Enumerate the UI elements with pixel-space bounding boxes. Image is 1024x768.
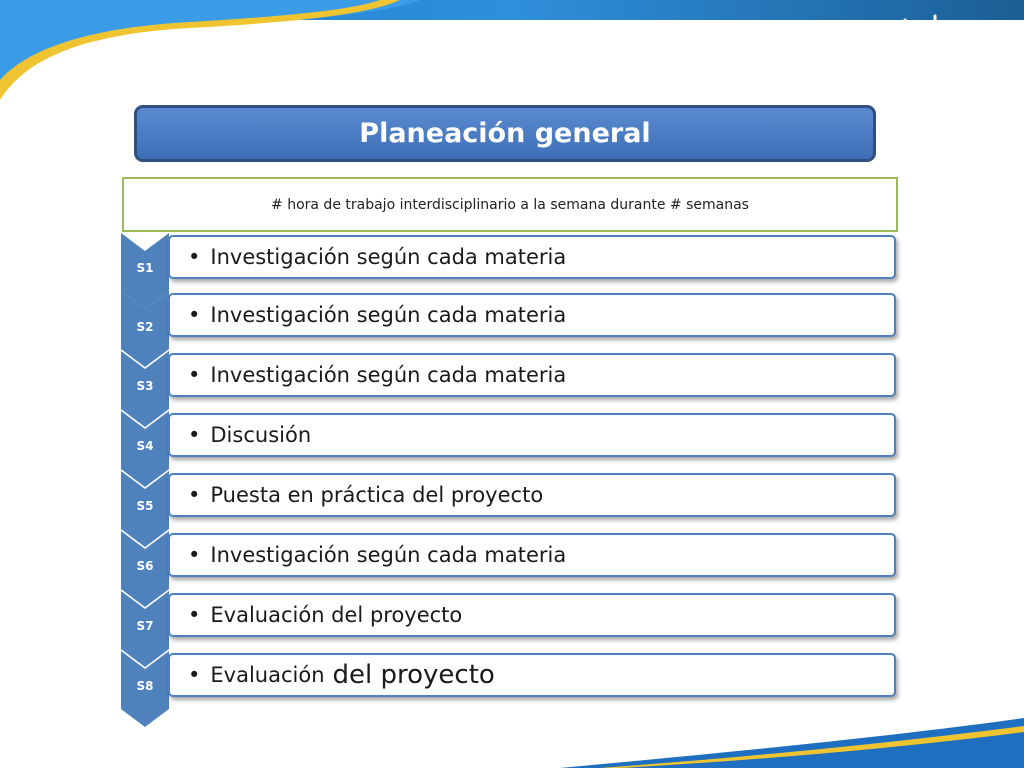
week-item-text: Discusión — [210, 423, 312, 447]
slide-title: Planeación general — [134, 105, 876, 162]
bullet-icon: • — [188, 483, 201, 507]
week-label: S4 — [136, 439, 154, 453]
bullet-icon: • — [188, 663, 201, 687]
week-item — [168, 413, 896, 457]
week-row-7 — [0, 591, 1024, 651]
bullet-icon: • — [188, 603, 201, 627]
week-item-text: Investigación según cada materia — [210, 245, 567, 269]
week-row-4 — [0, 411, 1024, 471]
week-item — [168, 473, 896, 517]
week-item-text: Evaluación del proyecto — [210, 603, 463, 627]
week-row-2 — [0, 291, 1024, 351]
week-item-text: Puesta en práctica del proyecto — [210, 483, 544, 507]
bullet-icon: • — [188, 245, 201, 269]
week-label: S1 — [136, 261, 154, 275]
week-item-text: Investigación según cada materia — [210, 543, 567, 567]
week-row-1 — [0, 233, 1024, 293]
week-row-8 — [0, 651, 1024, 711]
week-row-6 — [0, 531, 1024, 591]
bullet-icon: • — [188, 543, 201, 567]
week-label: S6 — [136, 559, 154, 573]
maristas-logo — [795, 8, 995, 50]
week-item — [168, 293, 896, 337]
week-item-text-large: del proyecto — [332, 660, 495, 690]
week-row-3 — [0, 351, 1024, 411]
week-label: S8 — [136, 679, 154, 693]
week-item — [168, 593, 896, 637]
bullet-icon: • — [188, 423, 201, 447]
week-label: S5 — [136, 499, 154, 513]
week-item — [168, 235, 896, 279]
week-item-text: Investigación según cada materia — [210, 303, 567, 327]
bullet-icon: • — [188, 303, 201, 327]
footer-wave — [0, 708, 1024, 768]
week-label: S3 — [136, 379, 154, 393]
week-label: S7 — [136, 619, 154, 633]
slide-subtitle — [122, 177, 898, 232]
week-item — [168, 653, 896, 697]
week-label: S2 — [136, 320, 154, 334]
week-item — [168, 533, 896, 577]
subtitle-text: # hora de trabajo interdisciplinario a la semana durante # semanas — [271, 196, 749, 213]
week-item-text: Investigación según cada materia — [210, 363, 567, 387]
week-item-text: Evaluación — [210, 663, 325, 687]
bullet-icon: • — [188, 363, 201, 387]
week-row-5 — [0, 471, 1024, 531]
week-item — [168, 353, 896, 397]
